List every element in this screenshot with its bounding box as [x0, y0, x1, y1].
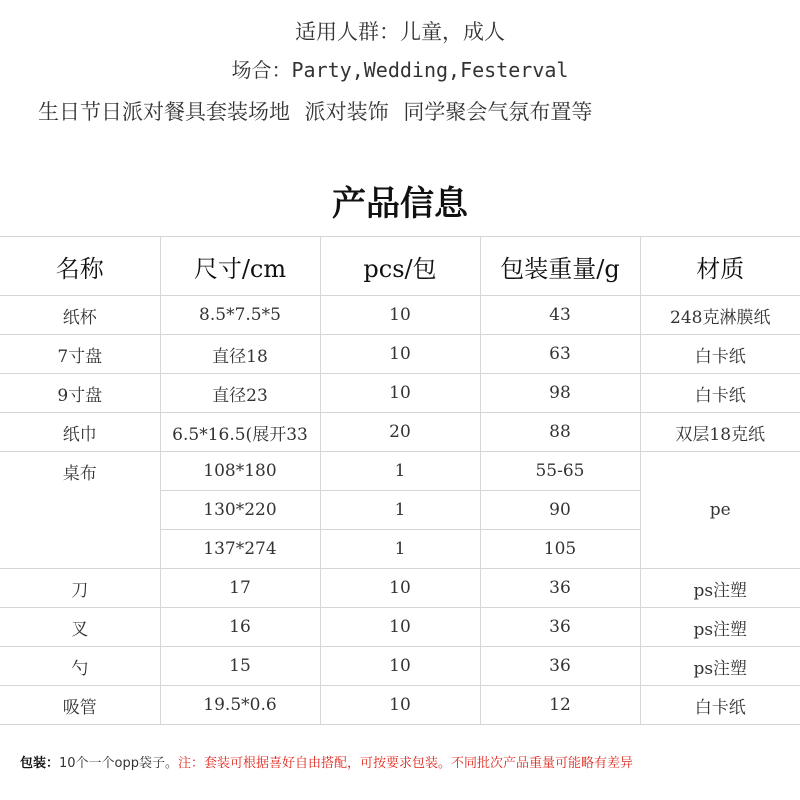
cell-weight: 43: [480, 296, 640, 335]
cell-material: ps注塑: [640, 569, 800, 608]
product-info-table: [0, 236, 800, 725]
cell-weight: 36: [480, 647, 640, 686]
header-weight: 包装重量/g: [480, 237, 640, 296]
cell-pcs: 1: [320, 491, 480, 530]
cell-size: 15: [160, 647, 320, 686]
cell-material: 白卡纸: [640, 374, 800, 413]
table-row: [0, 296, 800, 335]
cell-weight: 55-65: [480, 452, 640, 491]
header-material: 材质: [640, 237, 800, 296]
occasion-line: 场合：Party,Wedding,Festerval: [231, 58, 569, 82]
cell-pcs: 10: [320, 608, 480, 647]
cell-weight: 36: [480, 569, 640, 608]
cell-weight: 12: [480, 686, 640, 725]
usage-line: 生日节日派对餐具套装场地 派对装饰 同学聚会气氛布置等: [38, 100, 593, 124]
cell-weight: 98: [480, 374, 640, 413]
table-row: [0, 608, 800, 647]
cell-size: 16: [160, 608, 320, 647]
cell-name: 纸杯: [0, 296, 160, 335]
cell-size: 直径18: [160, 335, 320, 374]
table-row: [0, 335, 800, 374]
packaging-text: 10个一个opp袋子。: [59, 756, 179, 771]
cell-name: 勺: [0, 647, 160, 686]
cell-size: 8.5*7.5*5: [160, 296, 320, 335]
cell-name: [0, 491, 160, 530]
cell-pcs: 10: [320, 647, 480, 686]
cell-material: 白卡纸: [640, 686, 800, 725]
table-row: [0, 686, 800, 725]
cell-weight: 105: [480, 530, 640, 569]
cell-name: 刀: [0, 569, 160, 608]
cell-name: 吸管: [0, 686, 160, 725]
cell-size: 19.5*0.6: [160, 686, 320, 725]
cell-size: 108*180: [160, 452, 320, 491]
cell-name: [0, 530, 160, 569]
cell-size: 130*220: [160, 491, 320, 530]
audience-line: 适用人群：儿童，成人: [295, 20, 505, 44]
cell-material: ps注塑: [640, 608, 800, 647]
cell-weight: 63: [480, 335, 640, 374]
cell-name: 纸巾: [0, 413, 160, 452]
cell-size: 17: [160, 569, 320, 608]
cell-weight: 90: [480, 491, 640, 530]
cell-pcs: 1: [320, 530, 480, 569]
cell-name: 7寸盘: [0, 335, 160, 374]
cell-material: ps注塑: [640, 647, 800, 686]
header-name: 名称: [0, 237, 160, 296]
cell-pcs: 1: [320, 452, 480, 491]
cell-pcs: 10: [320, 686, 480, 725]
cell-size: 直径23: [160, 374, 320, 413]
packaging-note: [20, 752, 633, 771]
table-row: [0, 569, 800, 608]
cell-name: 叉: [0, 608, 160, 647]
cell-material: pe: [640, 452, 800, 569]
cell-material: 白卡纸: [640, 335, 800, 374]
section-title: 产品信息: [332, 184, 468, 224]
cell-weight: 88: [480, 413, 640, 452]
cell-name: 9寸盘: [0, 374, 160, 413]
packaging-warning: 注：套装可根据喜好自由搭配，可按要求包装。不同批次产品重量可能略有差异: [178, 756, 634, 771]
cell-name: 桌布: [0, 452, 160, 491]
cell-size: 137*274: [160, 530, 320, 569]
cell-pcs: 10: [320, 296, 480, 335]
table-row: [0, 647, 800, 686]
cell-pcs: 10: [320, 569, 480, 608]
table-row: [0, 452, 800, 491]
cell-weight: 36: [480, 608, 640, 647]
packaging-label: 包装：: [20, 756, 60, 771]
cell-pcs: 20: [320, 413, 480, 452]
cell-material: 双层18克纸: [640, 413, 800, 452]
table-header-row: [0, 237, 800, 296]
header-size: 尺寸/cm: [160, 237, 320, 296]
cell-size: 6.5*16.5(展开33: [160, 413, 320, 452]
table-row: [0, 413, 800, 452]
header-pcs: pcs/包: [320, 237, 480, 296]
cell-material: 248克淋膜纸: [640, 296, 800, 335]
table-row: [0, 374, 800, 413]
cell-pcs: 10: [320, 335, 480, 374]
cell-pcs: 10: [320, 374, 480, 413]
